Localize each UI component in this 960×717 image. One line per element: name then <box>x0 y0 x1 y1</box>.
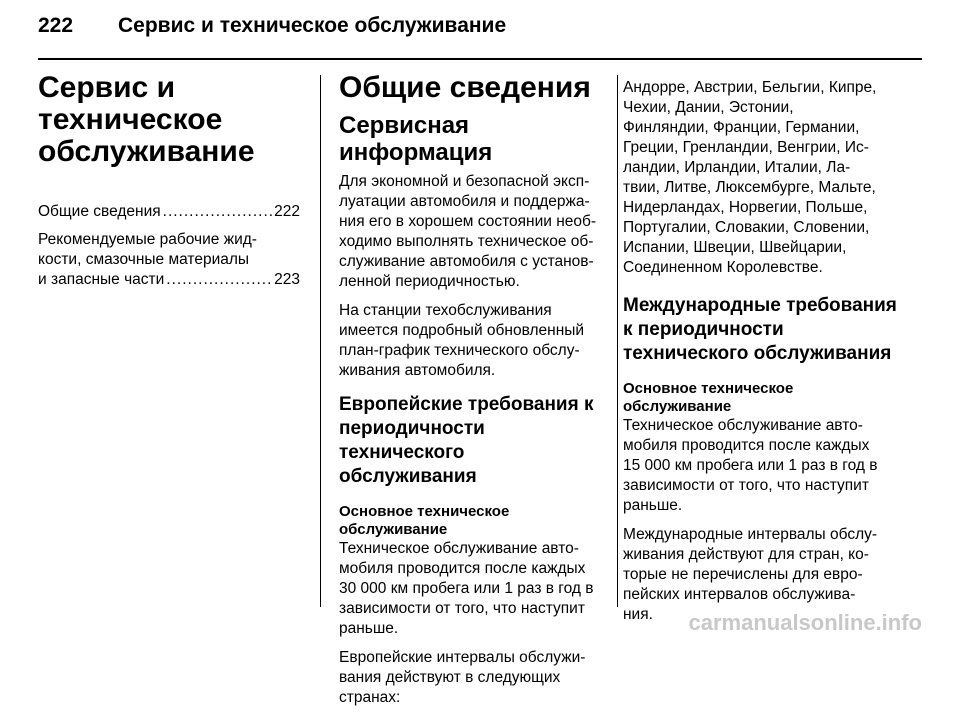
toc-entry-label: Общие сведения <box>38 203 161 220</box>
toc-entry-page: 223 <box>274 271 300 288</box>
toc-leader-dots <box>163 202 272 222</box>
toc-entry-label: и запасные части <box>38 271 165 288</box>
toc-line <box>38 202 300 222</box>
heading-european-requirements: Европейские требования к периодичности технического обслуживания <box>339 394 594 487</box>
paragraph-service-intro: Для экономной и безопасной эксп- луатации автомобиля и поддержа- ния его в хорошем состоянии необ- ходимо выполнять техническое об- служивание автомобиля с установ- ленной периодичностью. <box>339 173 597 290</box>
heading-international-requirements: Международные требования к периодичности технического обслуживания <box>623 295 897 364</box>
running-title: Сервис и техническое обслуживание <box>118 14 507 37</box>
column-divider-2 <box>617 75 618 607</box>
column-3 <box>623 78 908 634</box>
chapter-title-line: обслуживание <box>38 135 255 168</box>
column-divider-1 <box>320 75 321 607</box>
paragraph-european-interval: Техническое обслуживание авто- мобиля проводится после каждых 30 000 км пробега или 1 раз в год в зависимости от того, что наступит раньше. <box>339 540 594 637</box>
toc-entry-page: 222 <box>274 203 300 220</box>
header-rule <box>38 58 922 60</box>
toc-entry-text: Рекомендуемые рабочие жид- <box>38 231 257 248</box>
toc-leader-dots <box>166 270 272 290</box>
paragraph-service-station: На станции техобслуживания имеется подробный обновленный план-график технического обслу- живания автомобиля. <box>339 302 585 379</box>
page-number: 222 <box>38 14 74 37</box>
chapter-title-line: Сервис и <box>38 71 176 104</box>
paragraph-international-countries: Международные интервалы обслу- живания действуют для стран, ко- торые не перечислены для евро- пейских интервалов обслужива- ния. <box>623 526 878 623</box>
page-header <box>38 14 506 38</box>
chapter-title-line: техническое <box>38 103 223 136</box>
paragraph-countries-list: Андорре, Австрии, Бельгии, Кипре, Чехии, Дании, Эстонии, Финляндии, Франции, Германии, Греции, Гренландии, Венгрии, Ис- ландии, Ирландии, Италии, Ла- твии, Литве, Люксембурге, Мальте, Нидерландах, Норвегии, Польше, Португалии, Словакии, Словении, Испании, Швеции, Швейцарии, Соединенном Королевстве. <box>623 79 877 276</box>
table-of-contents <box>38 202 300 290</box>
subsection-heading-service-info: Сервисная информация <box>339 112 493 166</box>
toc-line <box>38 270 300 290</box>
paragraph-european-countries-intro: Европейские интервалы обслужи- вания действуют в следующих странах: <box>339 649 586 706</box>
column-2 <box>339 72 605 717</box>
toc-entry-general[interactable] <box>38 202 300 222</box>
column-1 <box>38 72 300 298</box>
toc-entry-fluids[interactable] <box>38 230 300 290</box>
heading-basic-maintenance-intl: Основное техническое обслуживание <box>623 380 794 415</box>
watermark: carmanualsonline.info <box>688 610 922 635</box>
chapter-title <box>38 72 300 168</box>
heading-basic-maintenance: Основное техническое обслуживание <box>339 503 510 538</box>
toc-entry-text: кости, смазочные материалы <box>38 251 250 268</box>
section-heading-general: Общие сведения <box>339 71 591 104</box>
paragraph-international-interval: Техническое обслуживание авто- мобиля проводится после каждых 15 000 км пробега или 1 раз в год в зависимости от того, что наступит раньше. <box>623 417 878 514</box>
